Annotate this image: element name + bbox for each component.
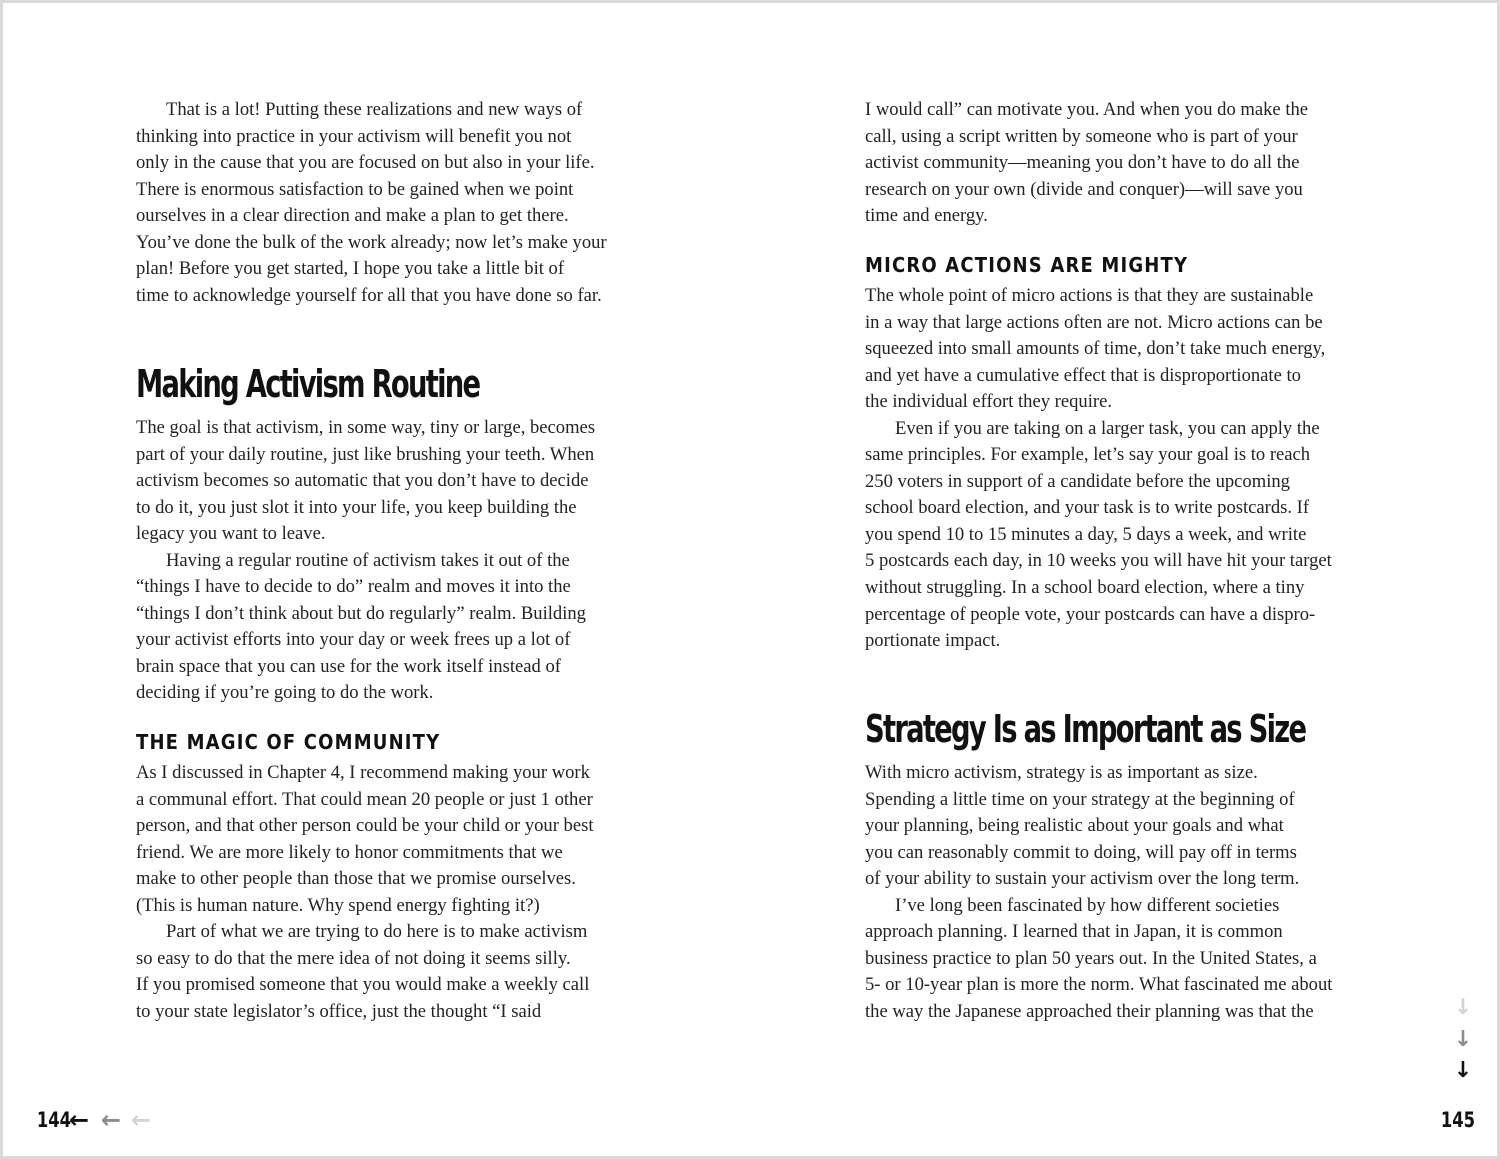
text-line: research on your own (divide and conquer)—will save you — [865, 178, 1303, 200]
community-paragraph-2 — [136, 919, 636, 1025]
page-number-right: 145 — [1440, 1108, 1476, 1132]
text-line: so easy to do that the mere idea of not doing it seems silly. — [136, 947, 571, 969]
text-line: business practice to plan 50 years out. In the United States, a — [865, 947, 1317, 969]
text-line: deciding if you’re going to do the work. — [136, 682, 434, 704]
text-line: person, and that other person could be your child or your best — [136, 815, 594, 837]
text-line: There is enormous satisfaction to be gained when we point — [136, 178, 574, 200]
text-line: thinking into practice in your activism will benefit you not — [136, 125, 572, 147]
text-line: Spending a little time on your strategy at the beginning of — [865, 788, 1295, 810]
text-line: part of your daily routine, just like brushing your teeth. When — [136, 443, 595, 465]
text-line: the way the Japanese approached their planning was that the — [865, 1000, 1314, 1022]
text-line: your planning, being realistic about your goals and what — [865, 815, 1284, 837]
routine-section — [136, 415, 636, 707]
right-page-column — [865, 97, 1370, 230]
micro-paragraph-2 — [865, 416, 1370, 655]
community-paragraph — [136, 760, 636, 919]
text-line: a communal effort. That could mean 20 people or just 1 other — [136, 788, 593, 810]
arrow-left-icon: ← — [101, 1106, 122, 1134]
text-line: “things I have to decide to do” realm and moves it into the — [136, 576, 571, 598]
text-line: “things I don’t think about but do regularly” realm. Building — [136, 602, 586, 624]
text-line: plan! Before you get started, I hope you take a little bit of — [136, 258, 565, 280]
text-line: That is a lot! Putting these realizations and new ways of — [166, 99, 583, 120]
text-line: legacy you want to leave. — [136, 523, 326, 545]
text-line: you spend 10 to 15 minutes a day, 5 days a week, and write — [865, 523, 1307, 545]
text-line: time and energy. — [865, 205, 988, 227]
text-line: The goal is that activism, in some way, tiny or large, becomes — [136, 417, 596, 438]
text-line: brain space that you can use for the work itself instead of — [136, 655, 561, 677]
strategy-paragraph — [865, 760, 1370, 893]
text-line: Part of what we are trying to do here is to make activism — [166, 921, 588, 943]
text-line: As I discussed in Chapter 4, I recommend making your work — [136, 762, 590, 783]
micro-paragraph — [865, 283, 1370, 416]
section-heading-making-activism-routine: Making Activism Routine — [136, 362, 480, 406]
arrow-left-icon: ← — [69, 1106, 90, 1134]
arrow-down-icon: ↓ — [1453, 1027, 1473, 1052]
text-line: With micro activism, strategy is as important as size. — [865, 762, 1258, 783]
text-line: Having a regular routine of activism takes it out of the — [166, 549, 570, 571]
continued-paragraph — [865, 97, 1370, 230]
micro-section — [865, 283, 1370, 655]
text-line: the individual effort they require. — [865, 391, 1112, 413]
arrow-left-icon: ← — [131, 1106, 152, 1134]
community-section — [136, 760, 636, 1025]
text-line: of your ability to sustain your activism over the long term. — [865, 868, 1300, 890]
text-line: 5- or 10-year plan is more the norm. What fascinated me about — [865, 974, 1333, 996]
text-line: activist community—meaning you don’t have to do all the — [865, 152, 1300, 174]
text-line: to do it, you just slot it into your life, you keep building the — [136, 496, 577, 518]
text-line: The whole point of micro actions is that they are sustainable — [865, 285, 1314, 306]
left-page-column — [136, 97, 636, 309]
text-line: I would call” can motivate you. And when you do make the — [865, 99, 1309, 120]
routine-paragraph — [136, 415, 636, 548]
strategy-paragraph-2 — [865, 893, 1370, 1026]
text-line: approach planning. I learned that in Japan, it is common — [865, 921, 1283, 943]
text-line: percentage of people vote, your postcards can have a dispro- — [865, 603, 1316, 625]
text-line: squeezed into small amounts of time, don’t take much energy, — [865, 338, 1326, 360]
book-spread — [3, 3, 1497, 1156]
text-line: and yet have a cumulative effect that is disproportionate to — [865, 364, 1301, 386]
text-line: same principles. For example, let’s say your goal is to reach — [865, 444, 1311, 466]
text-line: school board election, and your task is to write postcards. If — [865, 497, 1310, 519]
text-line: call, using a script written by someone who is part of your — [865, 125, 1298, 147]
text-line: You’ve done the bulk of the work already; now let’s make your — [136, 231, 607, 253]
section-heading-strategy: Strategy Is as Important as Size — [865, 707, 1306, 751]
text-line: 250 voters in support of a candidate before the upcoming — [865, 470, 1290, 492]
text-line: only in the cause that you are focused on but also in your life. — [136, 152, 595, 174]
text-line: make to other people than those that we promise ourselves. — [136, 868, 576, 890]
arrow-down-icon: ↓ — [1453, 995, 1473, 1020]
page-number-left: 144 — [36, 1108, 72, 1132]
arrow-down-icon: ↓ — [1453, 1058, 1473, 1083]
text-line: activism becomes so automatic that you don’t have to decide — [136, 470, 589, 492]
strategy-section — [865, 760, 1370, 1025]
text-line: you can reasonably commit to doing, will pay off in terms — [865, 841, 1297, 863]
text-line: portionate impact. — [865, 630, 1001, 652]
routine-paragraph-2 — [136, 548, 636, 707]
subheading-magic-of-community: THE MAGIC OF COMMUNITY — [136, 730, 441, 754]
text-line: in a way that large actions often are not. Micro actions can be — [865, 311, 1323, 333]
text-line: your activist efforts into your day or week frees up a lot of — [136, 629, 571, 651]
subheading-micro-actions-are-mighty: MICRO ACTIONS ARE MIGHTY — [865, 253, 1189, 277]
text-line: Even if you are taking on a larger task, you can apply the — [895, 417, 1320, 439]
text-line: I’ve long been fascinated by how different societies — [895, 894, 1280, 916]
text-line: without struggling. In a school board election, where a tiny — [865, 577, 1305, 599]
text-line: to your state legislator’s office, just the thought “I said — [136, 1000, 542, 1022]
text-line: ourselves in a clear direction and make a plan to get there. — [136, 205, 569, 227]
text-line: If you promised someone that you would make a weekly call — [136, 974, 590, 996]
text-line: (This is human nature. Why spend energy fighting it?) — [136, 894, 540, 916]
intro-paragraph — [136, 97, 636, 309]
text-line: 5 postcards each day, in 10 weeks you will have hit your target — [865, 550, 1332, 572]
text-line: time to acknowledge yourself for all that you have done so far. — [136, 284, 602, 306]
text-line: friend. We are more likely to honor commitments that we — [136, 841, 563, 863]
